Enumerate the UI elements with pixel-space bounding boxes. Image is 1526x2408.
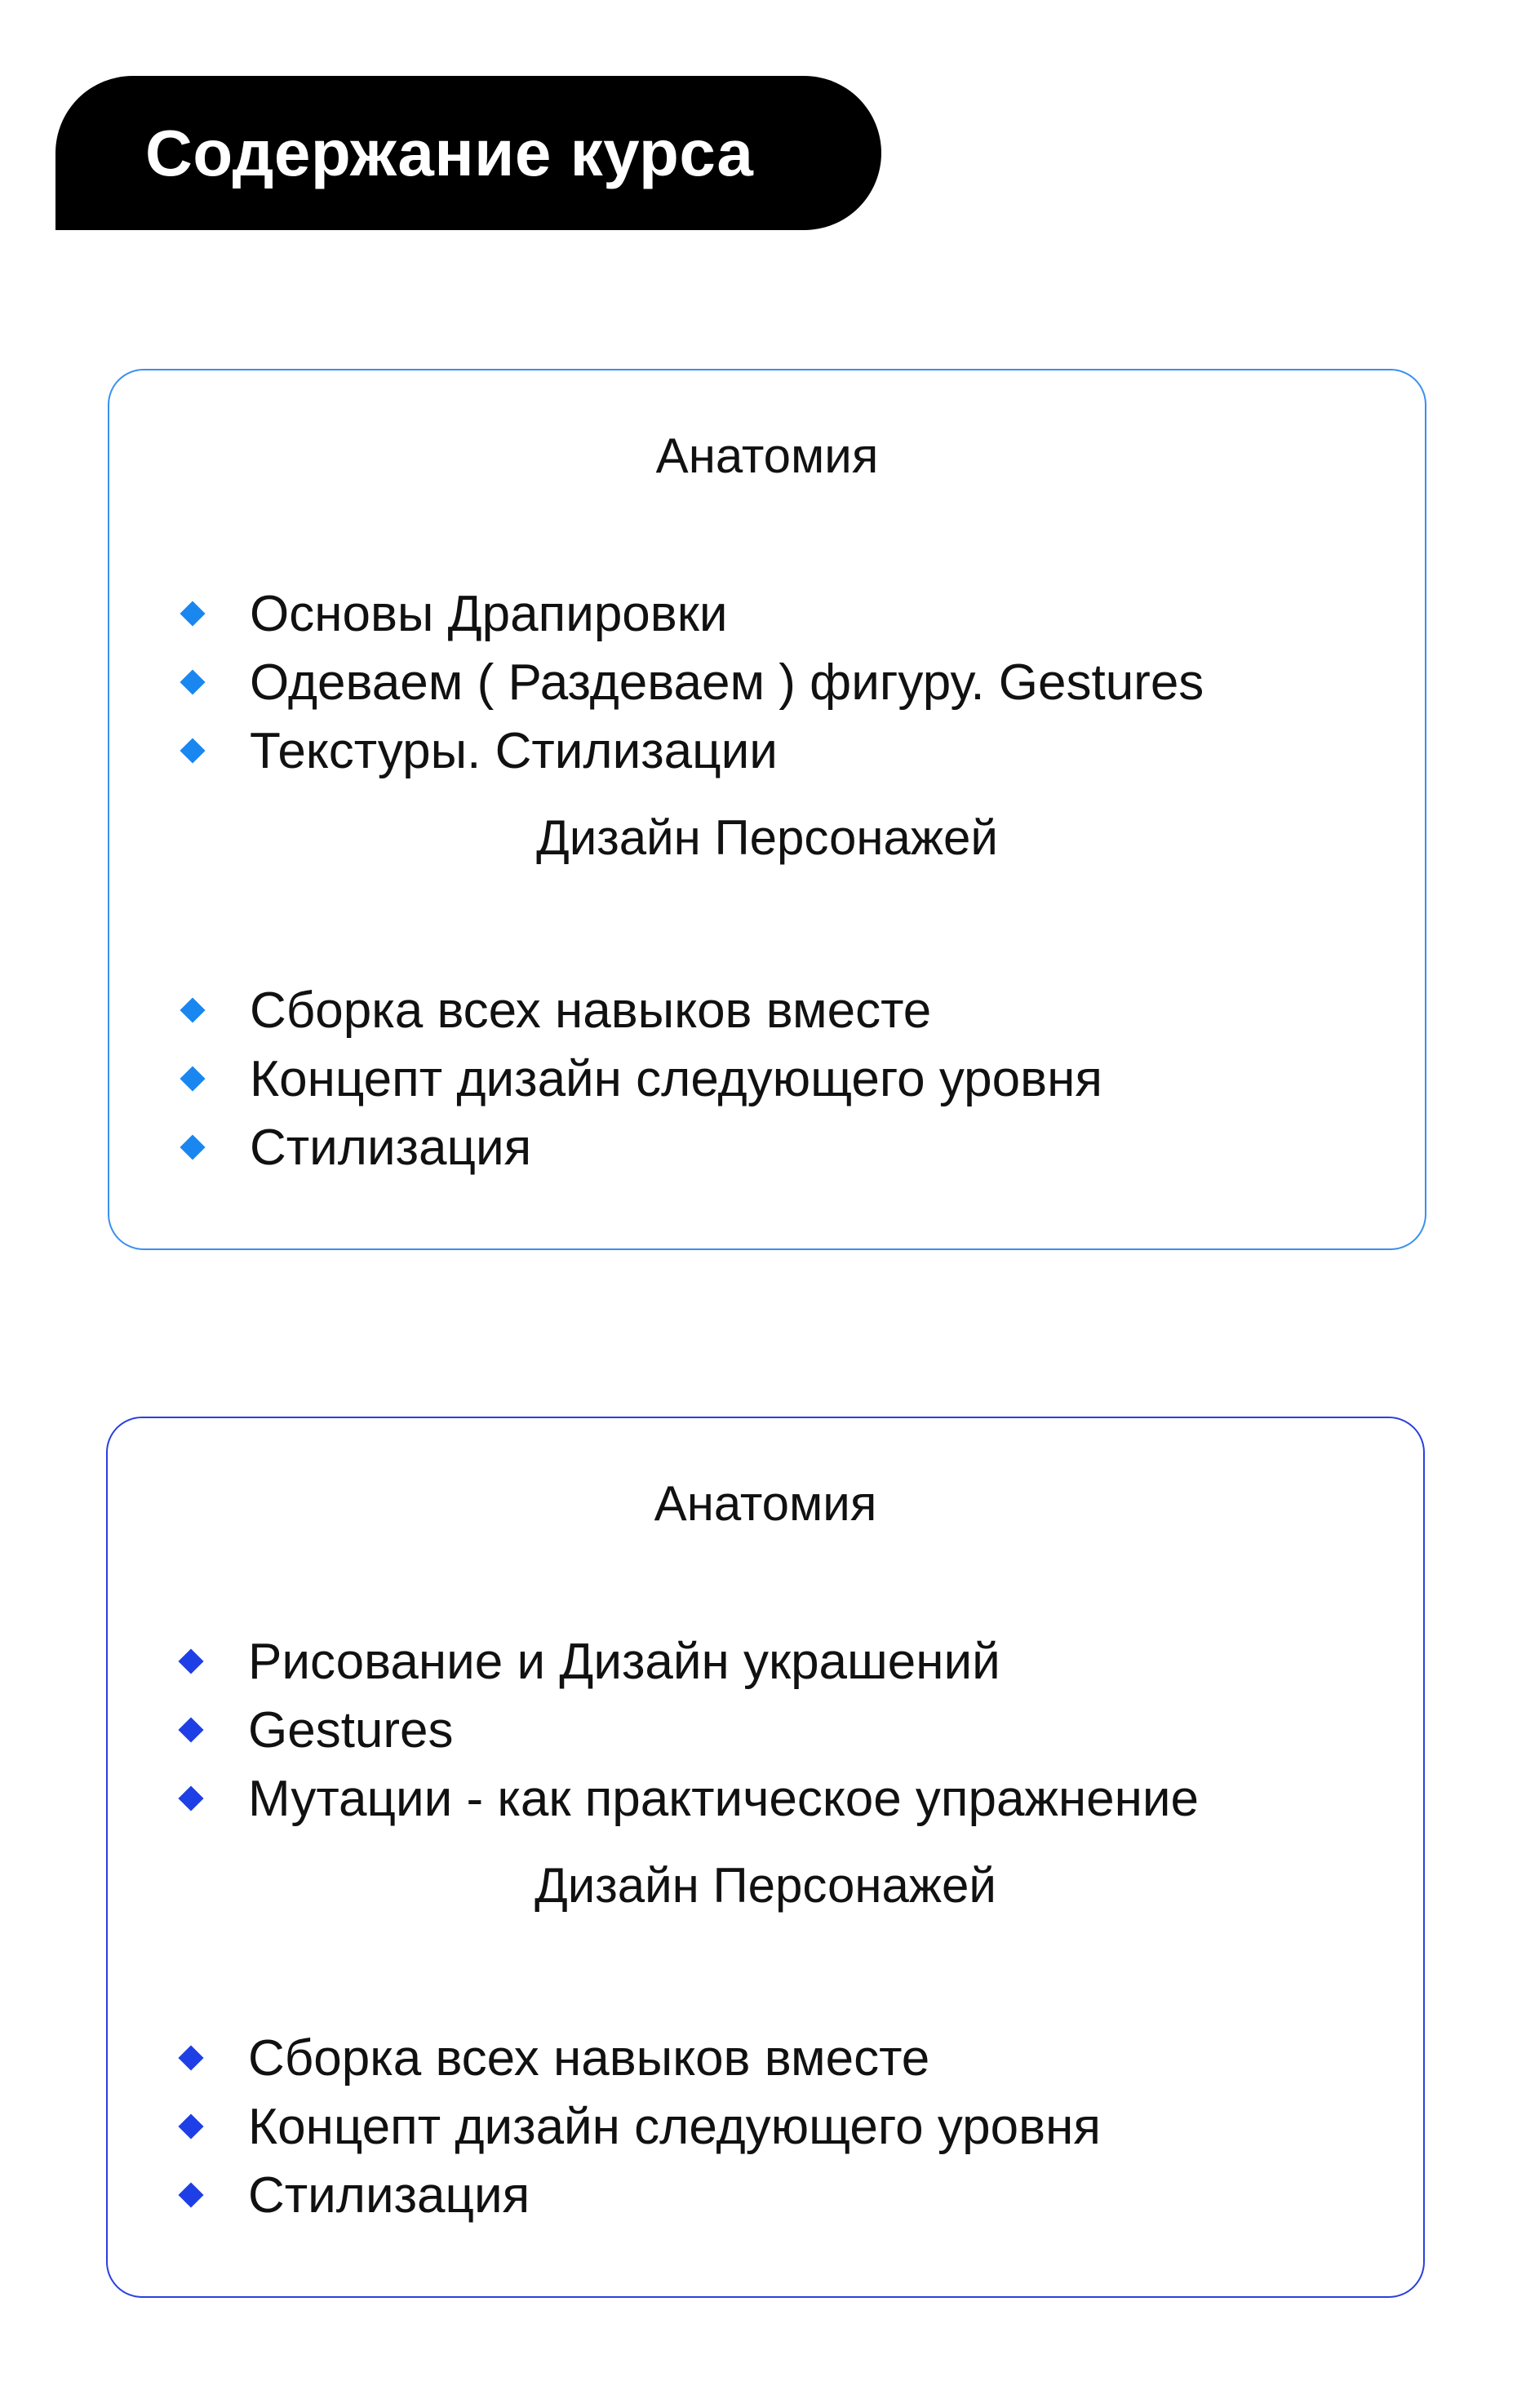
section-list-anatomy (108, 1627, 1423, 1833)
list-item-label: Gestures (248, 1701, 454, 1758)
section-list-anatomy (109, 579, 1425, 785)
diamond-bullet-icon (178, 1717, 203, 1742)
list-item (108, 2161, 1423, 2229)
list-item-label: Мутации - как практическое упражнение (248, 1770, 1199, 1827)
course-card-2 (106, 1417, 1425, 2298)
list-item-label: Основы Драпировки (250, 585, 728, 642)
diamond-bullet-icon (180, 601, 205, 626)
diamond-bullet-icon (178, 1785, 203, 1811)
list-item-label: Одеваем ( Раздеваем ) фигуру. Gestures (250, 654, 1204, 711)
diamond-bullet-icon (178, 2113, 203, 2139)
list-item-label: Сборка всех навыков вместе (248, 2029, 930, 2086)
list-item (109, 648, 1425, 716)
list-item-label: Сборка всех навыков вместе (250, 982, 932, 1039)
diamond-bullet-icon (180, 1134, 205, 1160)
list-item (108, 2092, 1423, 2161)
list-item-label: Стилизация (250, 1119, 532, 1176)
diamond-bullet-icon (180, 669, 205, 694)
section-heading-character-design: Дизайн Персонажей (536, 810, 998, 865)
list-item-label: Текстуры. Стилизации (250, 722, 778, 779)
list-item (109, 716, 1425, 785)
section-heading-anatomy: Анатомия (654, 1476, 877, 1531)
page-title-banner (55, 76, 881, 230)
list-item (108, 2024, 1423, 2092)
list-item (109, 1113, 1425, 1182)
list-item-label: Концепт дизайн следующего уровня (250, 1050, 1102, 1107)
list-item-label: Концепт дизайн следующего уровня (248, 2098, 1101, 2155)
list-item (108, 1696, 1423, 1764)
section-list-character-design (108, 2024, 1423, 2229)
list-item (109, 1044, 1425, 1113)
list-item-label: Рисование и Дизайн украшений (248, 1633, 1000, 1690)
list-item (109, 976, 1425, 1044)
diamond-bullet-icon (180, 738, 205, 763)
list-item (108, 1627, 1423, 1696)
section-heading-character-design: Дизайн Персонажей (535, 1858, 996, 1913)
diamond-bullet-icon (178, 1648, 203, 1674)
section-list-character-design (109, 976, 1425, 1182)
diamond-bullet-icon (178, 2182, 203, 2207)
diamond-bullet-icon (180, 1066, 205, 1091)
page-title: Содержание курса (145, 116, 754, 189)
list-item-label: Стилизация (248, 2166, 530, 2224)
list-item (108, 1764, 1423, 1833)
diamond-bullet-icon (178, 2045, 203, 2070)
section-heading-anatomy: Анатомия (655, 428, 879, 483)
course-card-1 (108, 369, 1426, 1250)
list-item (109, 579, 1425, 648)
diamond-bullet-icon (180, 997, 205, 1022)
